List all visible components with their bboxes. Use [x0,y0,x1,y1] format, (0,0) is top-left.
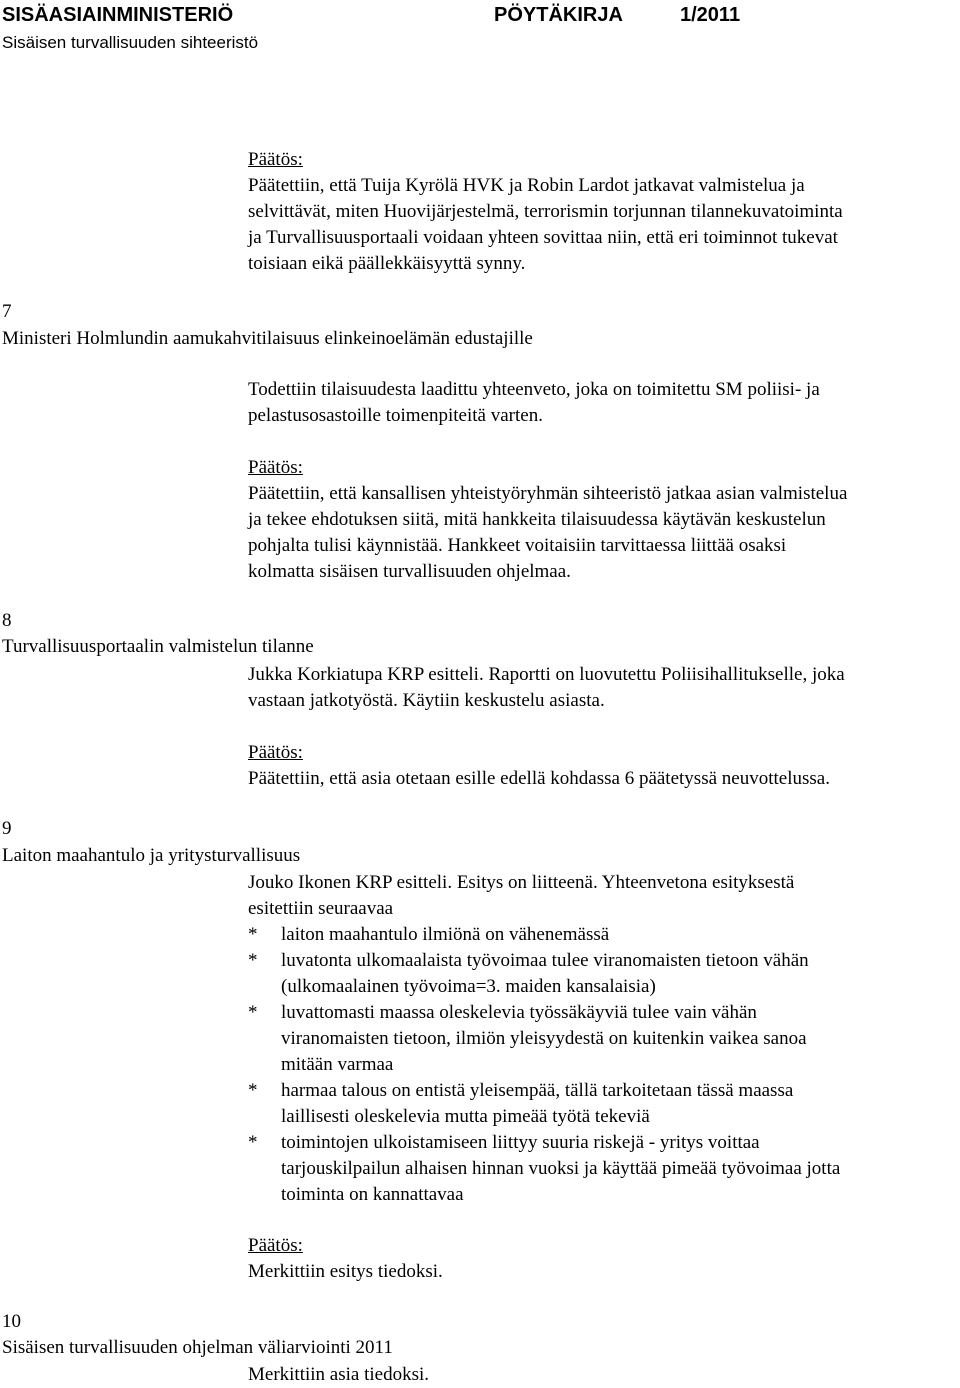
list-item-line: laillisesti oleskelevia mutta pimeää työtä tekeviä [281,1106,650,1127]
list-item-line: laiton maahantulo ilmiönä on vähenemässä [281,924,610,945]
decision-line: ja tekee ehdotuksen siitä, mitä hankkeita tilaisuudessa käytävän keskustelun [248,509,826,530]
bullet-marker: * [248,924,258,945]
section9-decision [248,1233,443,1285]
section9-number: 9 [2,818,12,839]
body-line: vastaan jatkotyöstä. Käytiin keskustelu asiasta. [248,690,605,711]
document-type: PÖYTÄKIRJA [494,4,623,26]
body-line: Jukka Korkiatupa KRP esitteli. Raportti on luovutettu Poliisihallitukselle, joka [248,664,845,685]
bullet-marker: * [248,1080,258,1101]
section8-number: 8 [2,610,12,631]
section7-body [248,377,820,429]
decision-line: Päätettiin, että Tuija Kyrölä HVK ja Robin Lardot jatkavat valmistelua ja [248,175,805,196]
decision-label: Päätös: [248,742,303,763]
decision-label: Päätös: [248,1235,303,1256]
bullet-marker: * [248,1002,258,1023]
decision-line: pohjalta tulisi käynnistää. Hankkeet voitaisiin tarvittaessa liittää osaksi [248,535,787,556]
list-item-line: toimintojen ulkoistamiseen liittyy suuria riskejä - yritys voittaa [281,1132,760,1153]
body-line: pelastusosastoille toimenpiteitä varten. [248,405,543,426]
section8-body [248,662,845,714]
section9-bullet-list [248,922,840,1208]
list-item-line: luvatonta ulkomaalaista työvoimaa tulee viranomaisten tietoon vähän [281,950,809,971]
document-number: 1/2011 [680,4,741,26]
section7-number: 7 [2,301,12,322]
decision-line: Päätettiin, että asia otetaan esille edellä kohdassa 6 päätetyssä neuvottelussa. [248,768,830,789]
bullet-marker: * [248,1132,258,1153]
list-item-line: tarjouskilpailun alhaisen hinnan vuoksi ja käyttää pimeää työvoimaa jotta [281,1158,841,1179]
list-item-line: (ulkomaalainen työvoima=3. maiden kansalaisia) [281,976,656,997]
section9-title: Laiton maahantulo ja yritysturvallisuus [2,845,301,866]
unit-name: Sisäisen turvallisuuden sihteeristö [2,33,259,52]
list-item [248,1078,840,1130]
section8-decision [248,740,830,792]
bullet-marker: * [248,950,258,971]
list-item-line: mitään varmaa [281,1054,394,1075]
decision-line: Merkittiin esitys tiedoksi. [248,1261,443,1282]
section10-title: Sisäisen turvallisuuden ohjelman väliarviointi 2011 [2,1337,393,1358]
section7-decision [248,455,847,585]
decision-line: ja Turvallisuusportaali voidaan yhteen sovittaa niin, että eri toiminnot tukevat [248,227,838,248]
body-line: esitettiin seuraavaa [248,898,394,919]
section9-body [248,870,794,922]
decision-label: Päätös: [248,457,303,478]
section10-number: 10 [2,1311,21,1332]
list-item-line: viranomaisten tietoon, ilmiön yleisyydestä on kuitenkin vaikea sanoa [281,1028,807,1049]
list-item-line: toiminta on kannattavaa [281,1184,464,1205]
list-item [248,922,840,948]
list-item [248,948,840,1000]
decision-line: kolmatta sisäisen turvallisuuden ohjelmaa. [248,561,571,582]
section6-decision [248,147,843,277]
decision-line: toisiaan eikä päällekkäisyyttä synny. [248,253,526,274]
decision-label: Päätös: [248,149,303,170]
ministry-name: SISÄASIAINMINISTERIÖ [2,4,234,26]
list-item-line: luvattomasti maassa oleskelevia työssäkäyviä tulee vain vähän [281,1002,757,1023]
decision-line: selvittävät, miten Huovijärjestelmä, terrorismin torjunnan tilannekuvatoiminta [248,201,843,222]
decision-line: Päätettiin, että kansallisen yhteistyöryhmän sihteeristö jatkaa asian valmistelua [248,483,848,504]
list-item [248,1000,840,1078]
list-item-line: harmaa talous on entistä yleisempää, tällä tarkoitetaan tässä maassa [281,1080,794,1101]
body-line: Todettiin tilaisuudesta laadittu yhteenveto, joka on toimitettu SM poliisi- ja [248,379,820,400]
section10-body [248,1362,429,1388]
section7-title: Ministeri Holmlundin aamukahvitilaisuus elinkeinoelämän edustajille [2,328,533,349]
list-item [248,1130,840,1208]
section8-title: Turvallisuusportaalin valmistelun tilanne [2,636,314,657]
body-line: Merkittiin asia tiedoksi. [248,1364,430,1385]
body-line: Jouko Ikonen KRP esitteli. Esitys on liitteenä. Yhteenvetona esityksestä [248,872,795,893]
